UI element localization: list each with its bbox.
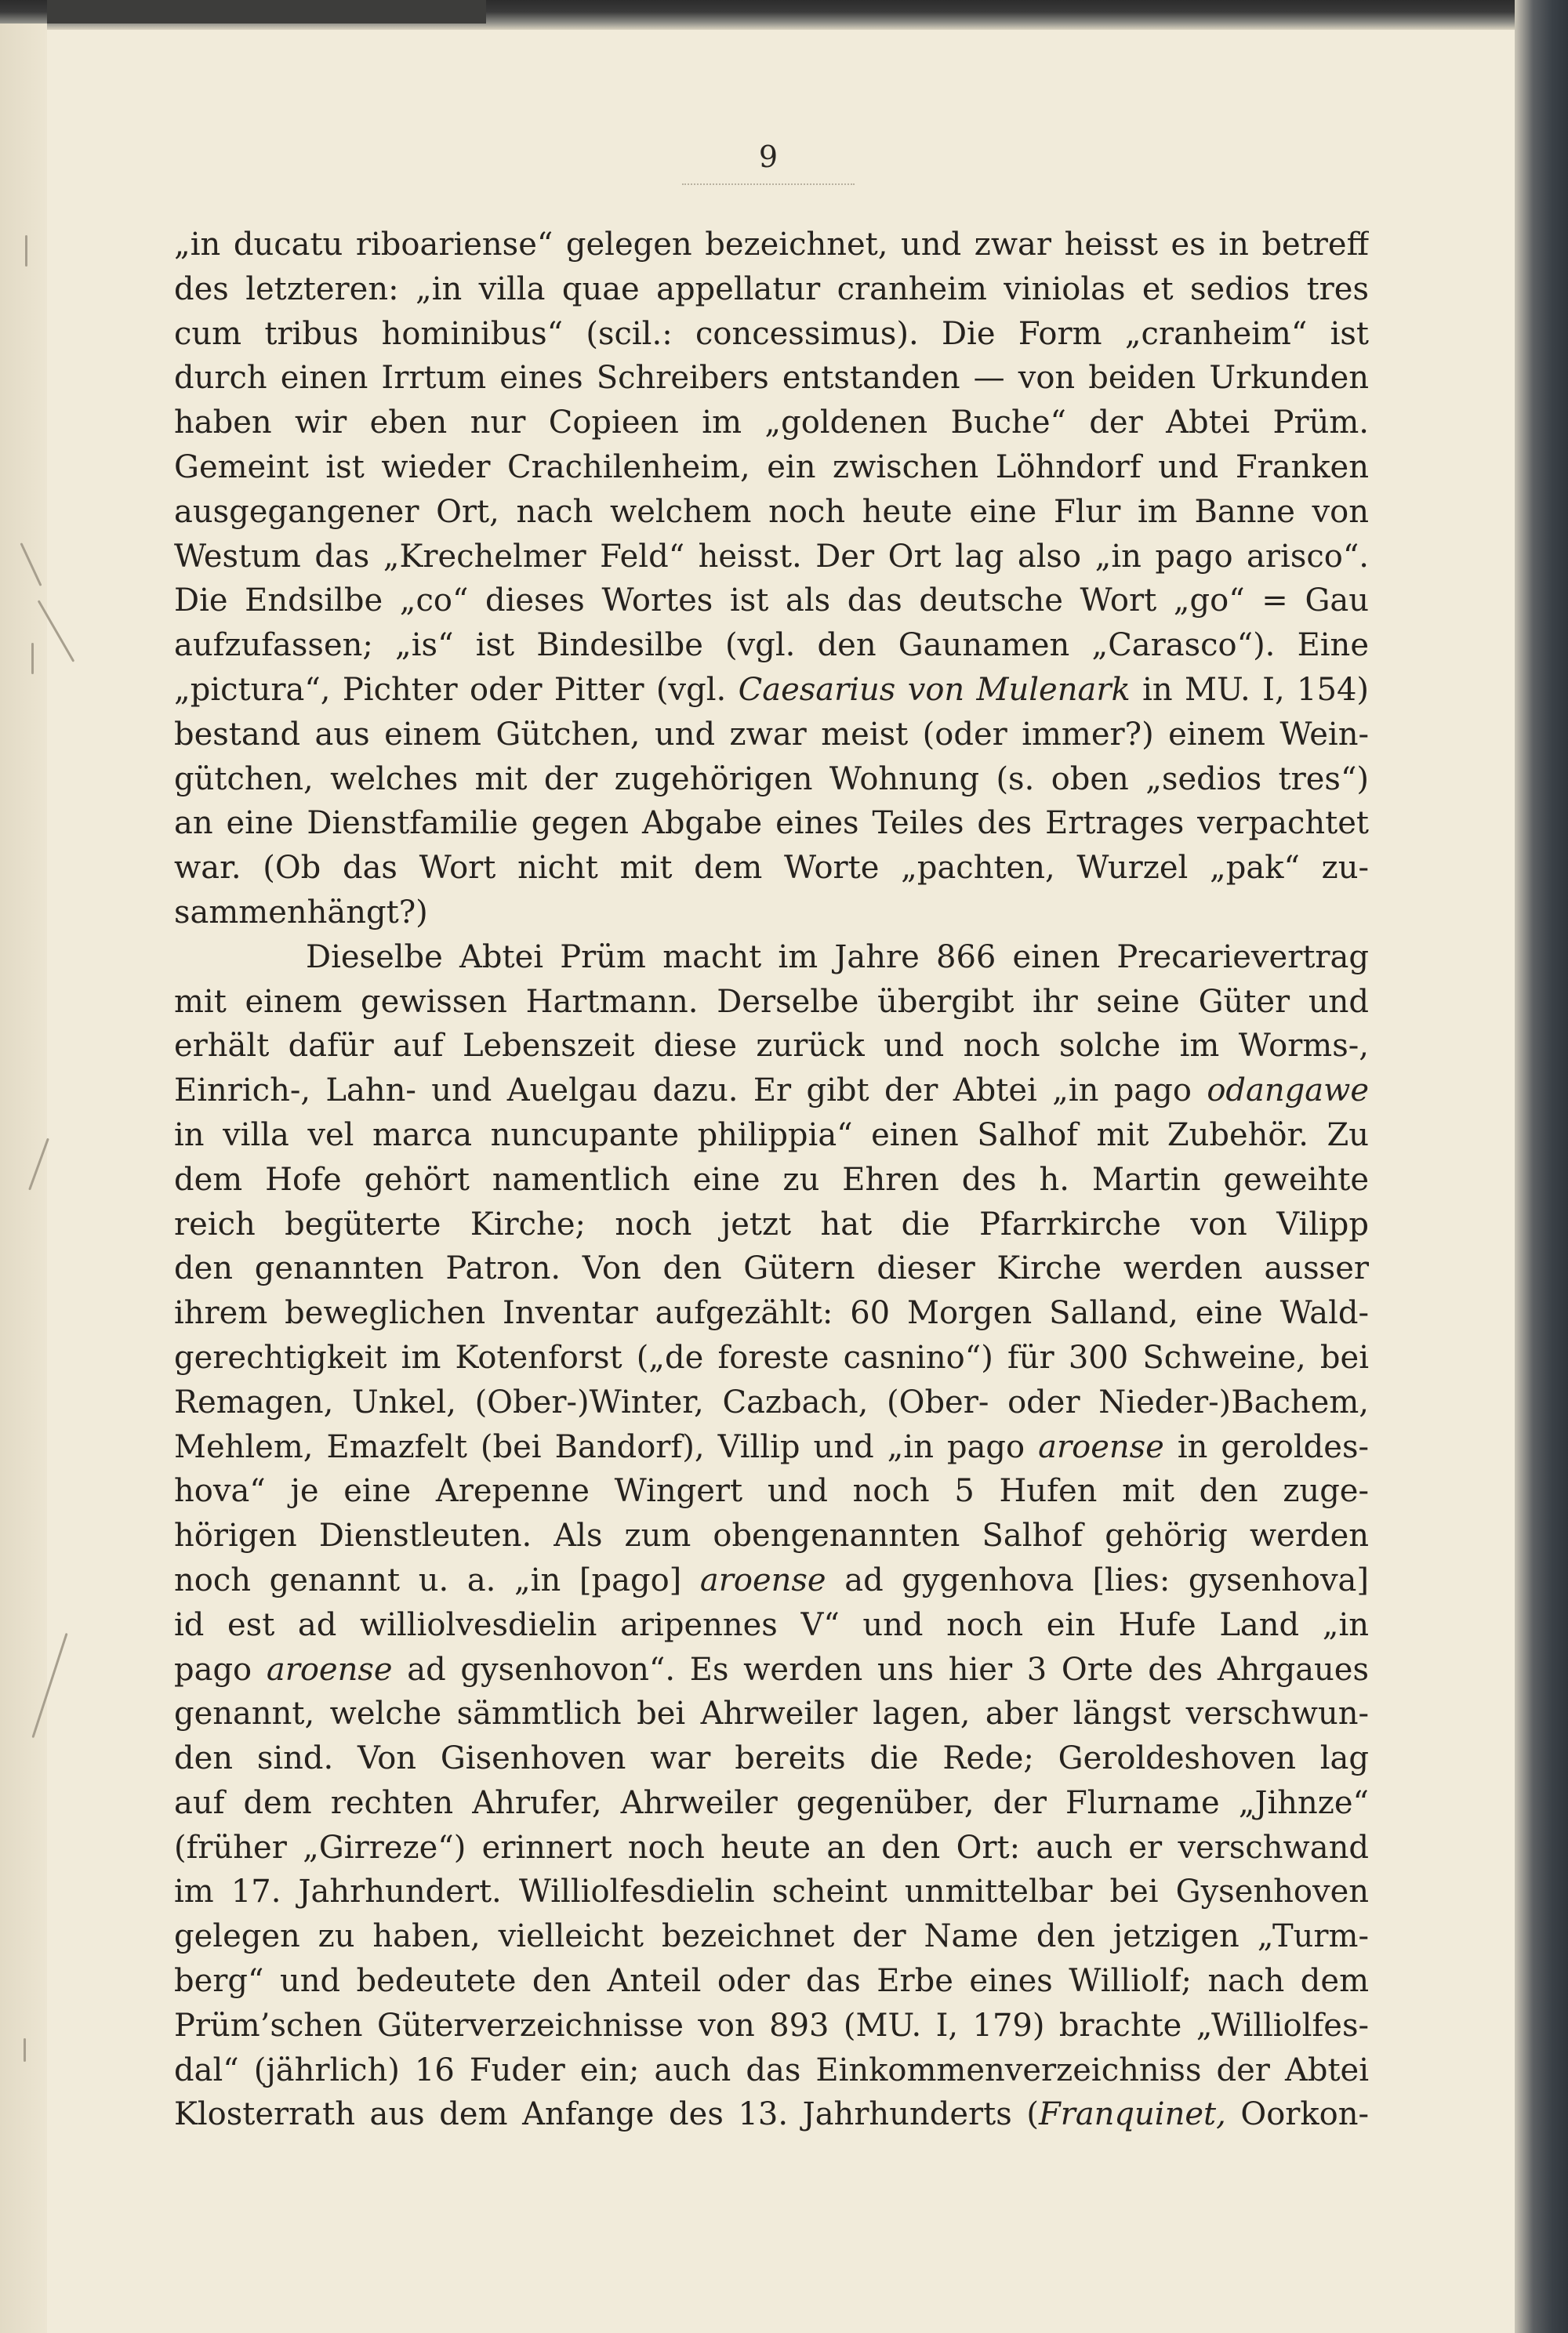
text-line: Gemeint ist wieder Crachilenheim, ein zwischen Löhndorf und Franken — [174, 448, 1369, 485]
text-line: dal“ (jährlich) 16 Fuder ein; auch das Einkommenverzeichniss der Abtei — [174, 2052, 1369, 2088]
text-line: cum tribus hominibus“ (scil.: concessimus). Die Form „cranheim“ ist — [174, 315, 1369, 352]
italic-run: aroense — [266, 1651, 393, 1688]
text-run: Mehlem, Emazfelt (bei Bandorf), Villip und „in pago — [174, 1428, 1039, 1465]
text-line: Westum das „Krechelmer Feld“ heisst. Der Ort lag also „in pago arisco“. — [174, 538, 1369, 575]
header-rule — [682, 183, 855, 185]
text-line: ihrem beweglichen Inventar aufgezählt: 60 Morgen Salland, eine Wald- — [174, 1295, 1369, 1332]
page-gutter — [0, 24, 47, 2333]
text-line: in villa vel marca nuncupante philippia“ einen Salhof mit Zubehör. Zu — [174, 1116, 1369, 1153]
text-run: „pictura“, Pichter oder Pitter (vgl. — [174, 671, 739, 708]
page-number: 9 — [758, 140, 779, 174]
scan-top-shadow — [47, 0, 486, 24]
text-line: bestand aus einem Gütchen, und zwar meist (oder immer?) einem Wein- — [174, 716, 1369, 753]
text-line: „in ducatu riboariense“ gelegen bezeichnet, und zwar heisst es in betreff — [174, 227, 1369, 263]
text-run: in MU. I, 154) — [1130, 671, 1369, 708]
text-line: genannt, welche sämmtlich bei Ahrweiler lagen, aber längst verschwun- — [174, 1696, 1369, 1733]
text-line — [174, 1425, 1369, 1470]
text-run: noch genannt u. a. „in [pago] — [174, 1562, 700, 1598]
text-line: hova“ je eine Arepenne Wingert und noch 5 Hufen mit den zuge- — [174, 1473, 1369, 1510]
margin-mark — [25, 235, 27, 267]
italic-run: Caesarius von Mulenark — [738, 671, 1131, 708]
text-line: des letzteren: „in villa quae appellatur cranheim viniolas et sedios tres — [174, 270, 1369, 307]
text-line — [174, 1558, 1369, 1603]
scan-right-edge — [1515, 0, 1568, 2333]
text-line: berg“ und bedeutete den Anteil oder das Erbe eines Williolf; nach dem — [174, 1963, 1369, 2000]
text-line: Die Endsilbe „co“ dieses Wortes ist als das deutsche Wort „go“ = Gau — [174, 582, 1369, 619]
body-text — [174, 223, 1369, 2137]
text-line: an eine Dienstfamilie gegen Abgabe eines Teiles des Ertrages verpachtet — [174, 805, 1369, 842]
text-run: ad gysenhovon“. Es werden uns hier 3 Orte des Ahrgaues — [392, 1651, 1369, 1688]
text-line: Dieselbe Abtei Prüm macht im Jahre 866 einen Precarievertrag — [306, 938, 1369, 975]
text-run: Oorkon- — [1225, 2096, 1369, 2133]
text-line — [174, 1648, 1369, 1693]
text-line: war. (Ob das Wort nicht mit dem Worte „pachten, Wurzel „pak“ zu- — [174, 850, 1369, 887]
text-line: den genannten Patron. Von den Gütern dieser Kirche werden ausser — [174, 1250, 1369, 1287]
text-line: gerechtigkeit im Kotenforst („de foreste casnino“) für 300 Schweine, bei — [174, 1339, 1369, 1376]
text-line: den sind. Von Gisenhoven war bereits die Rede; Geroldeshoven lag — [174, 1740, 1369, 1777]
text-line — [174, 2092, 1369, 2137]
italic-run: odangawe — [1207, 1072, 1369, 1109]
text-line: aufzufassen; „is“ ist Bindesilbe (vgl. den Gaunamen „Carasco“). Eine — [174, 627, 1369, 664]
text-run: Klosterrath aus dem Anfange des 13. Jahrhunderts ( — [174, 2096, 1039, 2133]
text-line: gelegen zu haben, vielleicht bezeichnet der Name den jetzigen „Turm- — [174, 1918, 1369, 1955]
text-run: ad gygenhova [lies: gysenhova] — [826, 1562, 1369, 1598]
text-line: haben wir eben nur Copieen im „goldenen Buche“ der Abtei Prüm. — [174, 405, 1369, 441]
text-line: im 17. Jahrhundert. Williolfesdielin scheint unmittelbar bei Gysenhoven — [174, 1874, 1369, 1910]
italic-run: aroense — [699, 1562, 826, 1598]
italic-run: aroense — [1038, 1428, 1164, 1465]
text-line: (früher „Girreze“) erinnert noch heute an den Ort: auch er verschwand — [174, 1829, 1369, 1866]
text-run: Einrich-, Lahn- und Auelgau dazu. Er gibt der Abtei „in pago — [174, 1072, 1207, 1109]
margin-mark — [24, 2038, 26, 2062]
text-line — [174, 668, 1369, 713]
text-run: in geroldes- — [1163, 1428, 1369, 1465]
text-line: durch einen Irrtum eines Schreibers entstanden — von beiden Urkunden — [174, 360, 1369, 397]
text-line: reich begüterte Kirche; noch jetzt hat die Pfarrkirche von Vilipp — [174, 1206, 1369, 1243]
text-line: Remagen, Unkel, (Ober-)Winter, Cazbach, (Ober- oder Nieder-)Bachem, — [174, 1384, 1369, 1420]
text-line: Prüm’schen Güterverzeichnisse von 893 (MU. I, 179) brachte „Williolfes- — [174, 2007, 1369, 2044]
margin-mark — [31, 643, 34, 674]
text-line: id est ad williolvesdielin aripennes V“ und noch ein Hufe Land „in — [174, 1606, 1369, 1643]
text-line — [174, 1069, 1369, 1113]
text-line: ausgegangener Ort, nach welchem noch heute eine Flur im Banne von — [174, 493, 1369, 530]
text-line: hörigen Dienstleuten. Als zum obengenannten Salhof gehörig werden — [174, 1518, 1369, 1555]
text-line: gütchen, welches mit der zugehörigen Wohnung (s. oben „sedios tres“) — [174, 760, 1369, 797]
text-run: pago — [174, 1651, 267, 1688]
text-line: mit einem gewissen Hartmann. Derselbe übergibt ihr seine Güter und — [174, 983, 1369, 1020]
text-line: erhält dafür auf Lebenszeit diese zurück und noch solche im Worms-, — [174, 1028, 1369, 1065]
text-line: dem Hofe gehört namentlich eine zu Ehren des h. Martin geweihte — [174, 1161, 1369, 1198]
italic-run: Franquinet, — [1038, 2096, 1226, 2133]
text-line: auf dem rechten Ahrufer, Ahrweiler gegenüber, der Flurname „Jihnze“ — [174, 1784, 1369, 1821]
text-line: sammenhängt?) — [174, 894, 428, 931]
